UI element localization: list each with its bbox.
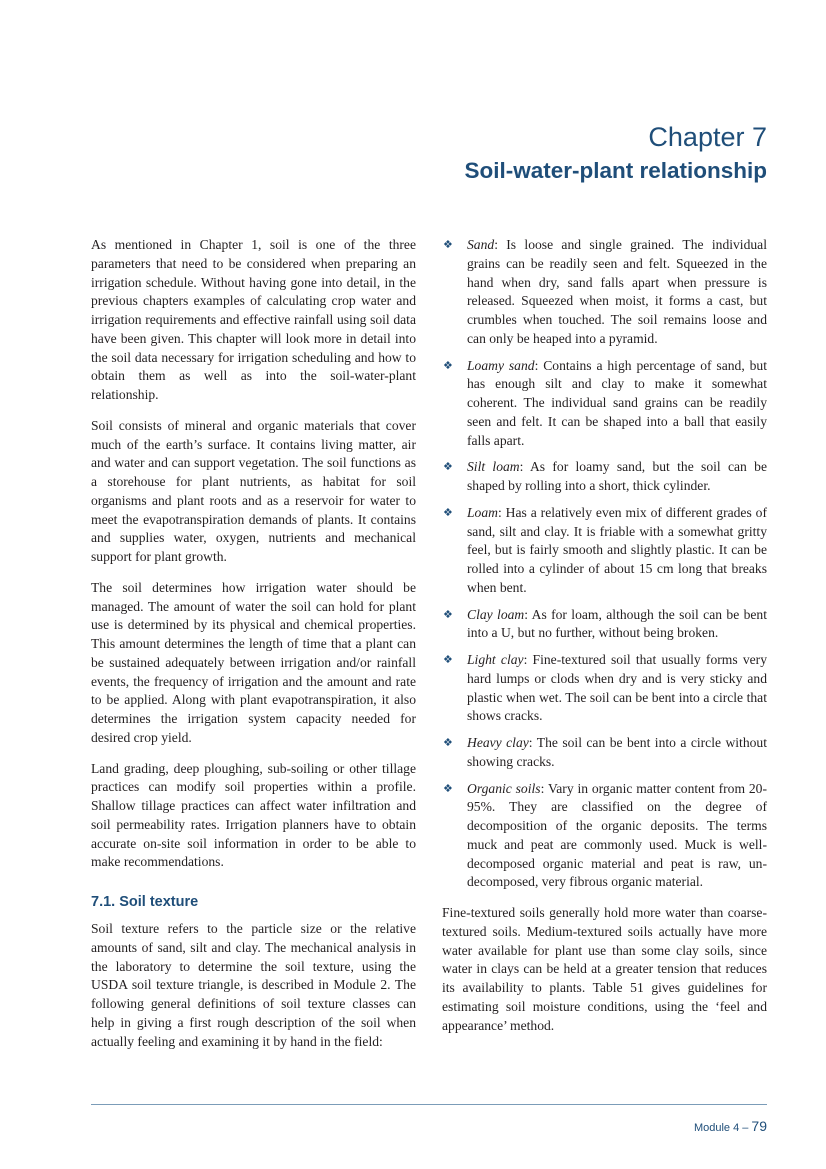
diamond-bullet-icon: ❖ (443, 736, 453, 749)
diamond-bullet-icon: ❖ (443, 505, 453, 519)
texture-term: Heavy clay (467, 735, 529, 750)
texture-description: : As for loam, although the soil can be bent into a U, but no further, without being broken. (467, 606, 767, 641)
list-item (442, 734, 767, 772)
diamond-bullet-icon: ❖ (443, 781, 453, 795)
soil-management-paragraph: The soil determines how irrigation water should be managed. The amount of water the soil can hold for plant use is determined by its physical and chemical properties. This amount determines the length of time that a plant can be sustained adequately between irrigation and/or rainfall events, the frequency of irrigation and the amount and rate to be applied. Along with plant evapotranspiration, it also determines the irrigation system capacity needed for desired crop yield. (91, 579, 416, 745)
right-column (442, 236, 767, 1047)
diamond-bullet-icon: ❖ (443, 607, 453, 621)
page-number: 79 (751, 1118, 767, 1134)
list-item (442, 780, 767, 893)
diamond-bullet-icon: ❖ (443, 238, 453, 251)
texture-description: : As for loamy sand, but the soil can be shaped by rolling into a short, thick cylinder. (467, 459, 767, 493)
soil-definition-paragraph: Soil consists of mineral and organic materials that cover much of the earth’s surface. It contains living matter, air and water and can support vegetation. The soil functions as a storehouse for plant nutrients, as habitat for soil organisms and plant roots and as a reservoir for water to meet the evapotranspiration demands of plants. It contains and supplies water, oxygen, nutrients and mechanical support for plant growth. (91, 417, 416, 564)
chapter-number: Chapter 7 (648, 122, 767, 152)
diamond-bullet-icon: ❖ (443, 358, 453, 372)
list-item (442, 606, 767, 644)
list-item (442, 504, 767, 598)
chapter-title: Soil-water-plant relationship (464, 158, 767, 183)
texture-description: : The soil can be bent into a circle without showing cracks. (467, 735, 767, 769)
list-item (442, 236, 767, 349)
texture-term: Loam (467, 504, 498, 520)
page-footer (694, 1118, 767, 1134)
texture-description: : Vary in organic matter content from 20-95%. They are classified on the degree of decomposition of the organic deposits. The terms muck and peat are commonly used. Muck is well-decomposed organic material and peat is raw, un-decomposed, very fibrous organic material. (467, 780, 767, 890)
closing-paragraph: Fine-textured soils generally hold more water than coarse-textured soils. Medium-textured soils actually have more water available for plant use than some clay soils, since water in clays can be held at a greater tension that reduces its availability to plants. Table 51 gives guidelines for estimating soil moisture conditions, using the ‘feel and appearance’ method. (442, 905, 767, 1033)
list-item (442, 357, 767, 451)
texture-term: Loamy sand (467, 357, 535, 373)
diamond-bullet-icon: ❖ (443, 653, 453, 666)
texture-term: Clay loam (467, 606, 525, 622)
texture-term: Sand (467, 237, 495, 252)
list-item (442, 651, 767, 726)
left-column (91, 236, 416, 1063)
texture-description: : Contains a high percentage of sand, but has enough silt and clay to make it somewhat coherent. The individual sand grains can be readily seen and felt. It can be shaped into a ball that easily falls apart. (467, 357, 767, 448)
intro-paragraph: As mentioned in Chapter 1, soil is one of the three parameters that need to be considered when preparing an irrigation schedule. Without having gone into detail, in the previous chapters examples of calculating crop water and irrigation requirements and effective rainfall using soil data have been given. This chapter will look more in detail into the soil data necessary for irrigation scheduling and how to obtain them as well as into the soil-water-plant relationship. (91, 237, 416, 402)
texture-description: : Fine-textured soil that usually forms very hard lumps or clods when dry and is very sticky and plastic when wet. The soil can be bent into a circle that shows cracks. (467, 652, 767, 724)
soil-texture-paragraph: Soil texture refers to the particle size or the relative amounts of sand, silt and clay. The mechanical analysis in the laboratory to determine the soil texture, using the USDA soil texture triangle, is described in Module 2. The following general definitions of soil texture classes can help in giving a first rough description of the soil when actually feeling and examining it by hand in the field: (91, 921, 416, 1049)
list-item (442, 458, 767, 496)
diamond-bullet-icon: ❖ (443, 460, 453, 474)
texture-term: Silt loam (467, 459, 520, 475)
texture-class-list (442, 236, 767, 892)
texture-term: Organic soils (467, 780, 541, 796)
footer-divider (91, 1104, 767, 1105)
tillage-paragraph: Land grading, deep ploughing, sub-soiling or other tillage practices can modify soil properties within a profile. Shallow tillage practices can affect water infiltration and soil permeability rates. Irrigation planners have to obtain accurate on-site soil information in order to be able to make recommendations. (91, 760, 416, 870)
module-label: Module 4 – (693, 1122, 752, 1134)
texture-term: Light clay (467, 652, 524, 667)
section-heading-soil-texture: 7.1. Soil texture (91, 894, 199, 910)
texture-description: : Is loose and single grained. The individual grains can be readily seen and felt. Squeezed in the hand when dry, sand falls apart when pressure is released. Squeezed when moist, it forms a cast, but crumbles when touched. The soil remains loose and can only be heaped into a pyramid. (467, 237, 767, 346)
texture-description: : Has a relatively even mix of different grades of sand, silt and clay. It is friable with a somewhat gritty feel, but is fairly smooth and slightly plastic. It can be rolled into a cylinder of about 15 cm long that breaks when bent. (467, 504, 767, 595)
